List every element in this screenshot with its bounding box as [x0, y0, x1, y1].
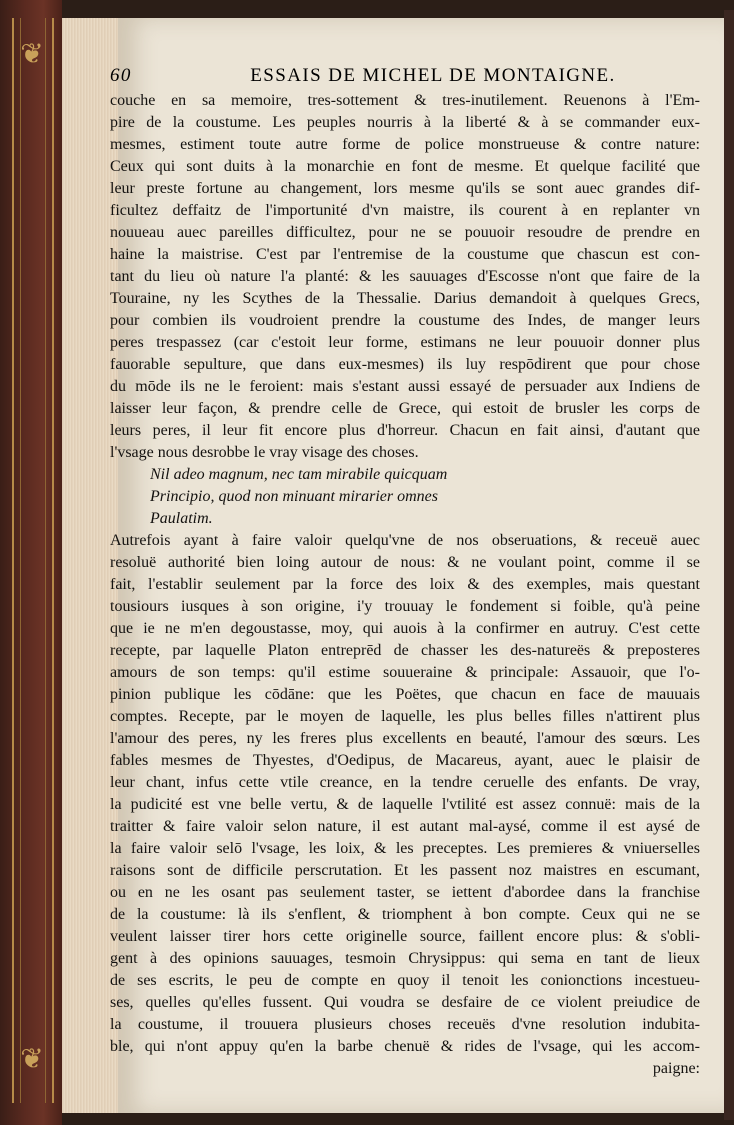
catchword: paigne: [652, 1060, 700, 1077]
verse-line: Nil adeo magnum, nec tam mirabile quicquam [150, 466, 448, 483]
text-line: fait, l'establir seulement par la force des loix & des exemples, mais questant [110, 576, 700, 593]
text-line: veulent laisser tirer hors cette originelle source, faillent encore plus: & s'obli- [110, 928, 700, 945]
text-line: haine la maistrise. C'est par l'entremise de la coustume que chascun est con- [110, 246, 700, 263]
page-number: 60 [110, 65, 132, 86]
body-text [110, 62, 700, 1077]
text-line: ou en ne les osant pas seulement taster, se iettent d'abordee dans la franchise [110, 884, 700, 901]
text-line: comptes. Recepte, par le moyen de laquelle, les plus belles filles n'attirent plus [110, 708, 700, 725]
text-line: couche en sa memoire, tres-sottement & tres-inutilement. Reuenons à l'Em- [110, 92, 700, 109]
text-line: amours de son temps: qu'il estime souueraine & principale: Assauoir, que l'o- [110, 664, 700, 681]
text-line: resoluë authorité bien loing autour de nous: & ne voulant point, comme il se [110, 554, 700, 571]
text-line: Touraine, ny les Scythes de la Thessalie. Darius demandoit à quelques Grecs, [110, 290, 700, 307]
text-line: de ses escrits, le peu de compte en quoy il tenoit les conionctions incestueu- [110, 972, 700, 989]
text-line: laisser leur façon, & prendre celle de Grece, qui estoit de brusler les corps de [110, 400, 700, 417]
text-line: fauorable sepulture, que dans eux-mesmes) ils luy respōdirent que pour chose [110, 356, 700, 373]
text-line: l'vsage nous desrobbe le vray visage des choses. [110, 444, 419, 461]
text-line: la faire valoir selō l'vsage, les loix, & les preceptes. Les premieres & vniuerselles [110, 840, 700, 857]
text-line: la pudicité est vne belle vertu, & de laquelle l'vtilité est assez connuë: mais de la [110, 796, 700, 813]
text-line: la coustume, il trouuera plusieurs choses receuës d'vne resolution indubita- [110, 1016, 700, 1033]
text-line: traitter & faire valoir selon nature, il est autant mal-aysé, comme il est aysé de [110, 818, 700, 835]
text-line: ficultez deffaitz de l'importunité d'vn maistre, ils courent à en replanter vn [110, 202, 700, 219]
text-line: tant du lieu où nature l'a planté: & les sauuages d'Escosse n'ont que faire de la [110, 268, 700, 285]
text-line: gent à des opinions sauuages, tesmoin Chrysippus: qui sema en tant de lieux [110, 950, 700, 967]
gilt-ornament-icon: ❦ [20, 39, 44, 70]
text-line: peres trespassez (car c'estoit leur forme, estimans ne leur pouuoir donner plus [110, 334, 700, 351]
text-line: du mōde ils ne le feroient: mais s'estant aussi essayé de persuader aux Indiens de [110, 378, 700, 395]
running-title: ESSAIS DE MICHEL DE MONTAIGNE. [250, 65, 616, 86]
text-line: ble, qui n'ont appuy qu'en la barbe chenuë & rides de l'vsage, qui les accom- [110, 1038, 700, 1055]
text-line: leur preste fortune au changement, lors mesme qu'ils se sont auec grandes dif- [110, 180, 700, 197]
text-line: leurs peres, il leur fit encore plus d'horreur. Chacun en fait ainsi, d'autant que [110, 422, 700, 439]
text-line: Ceux qui sont duits à la monarchie en font de mesme. Et quelque facilité que [110, 158, 700, 175]
text-line: de la coustume: là ils s'enflent, & triomphent à bon compte. Ceux qui ne se [110, 906, 700, 923]
text-line: mesmes, estiment toute autre forme de police monstrueuse & contre nature: [110, 136, 700, 153]
text-line: raisons sont de difficile perscrutation. Et les passent noz maistres en escumant, [110, 862, 700, 879]
text-line: pire de la coustume. Les peuples nourris à la liberté & à se commander eux- [110, 114, 700, 131]
cover-gilt-border [12, 18, 54, 1103]
text-line: Autrefois ayant à faire valoir quelqu'vne de nos obseruations, & receuë auec [110, 532, 700, 549]
verse-line: Paulatim. [150, 510, 213, 527]
text-line: pinion publique les cōdāne: que les Poëtes, que chacun en face de mauuais [110, 686, 700, 703]
facing-edge [724, 10, 734, 1120]
text-line: tousiours iusques à son origine, i'y trouuay le fondement si foible, qu'à peine [110, 598, 700, 615]
text-line: ses, quelles qu'elles fussent. Qui voudra se desfaire de ce violent preiudice de [110, 994, 700, 1011]
text-line: pour combien ils voudroient prendre la coustume des Indes, de manger leurs [110, 312, 700, 329]
text-line: nouueau auec pareilles difficultez, pour ne se pouuoir resoudre de prendre en [110, 224, 700, 241]
text-line: que ie ne m'en degoustasse, moy, qui auois à la confirmer en autruy. C'est cette [110, 620, 700, 637]
text-line: leur chant, infus cette vtile creance, en la tendre ceruelle des enfants. De vray, [110, 774, 700, 791]
gilt-ornament-icon: ❦ [20, 1044, 44, 1075]
text-line: fables mesmes de Thyestes, d'Oedipus, de Macareus, ayant, auec le plaisir de [110, 752, 700, 769]
text-line: recepte, par laquelle Platon entreprēd de chasser les des-natureës & preposteres [110, 642, 700, 659]
text-line: l'amour des peres, ny les freres plus excellents en beauté, l'amour des sœurs. Les [110, 730, 700, 747]
verse-line: Principio, quod non minuant mirarier omnes [150, 488, 438, 505]
book-cover [0, 0, 62, 1125]
